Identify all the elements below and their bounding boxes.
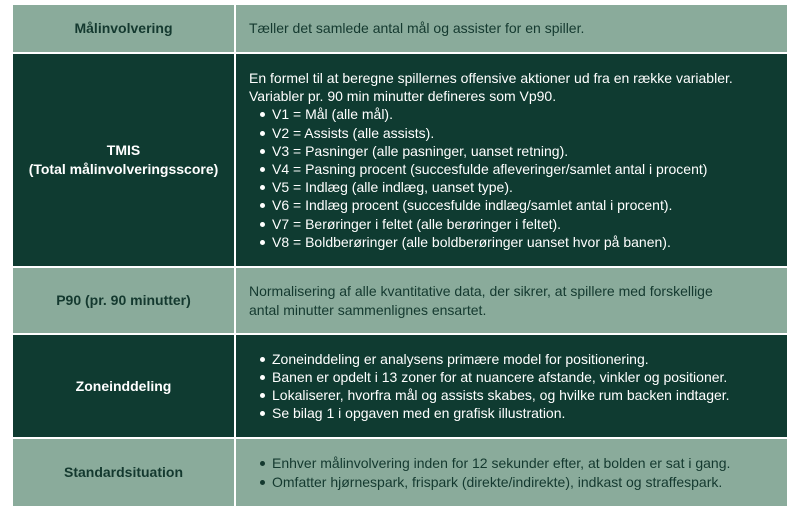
table-row-p90 (13, 268, 787, 333)
row-label-text: P90 (pr. 90 minutter) (56, 292, 191, 308)
row-description (236, 439, 787, 506)
list-item: V8 = Boldberøringer (alle boldberøringer uanset hvor på banen). (249, 233, 777, 251)
table-row-malinvolvering (13, 5, 787, 52)
definitions-table (13, 5, 787, 506)
list-item: V4 = Pasning procent (succesfulde afleveringer/samlet antal i procent) (249, 160, 777, 178)
intro-line1: En formel til at beregne spillernes offensive aktioner ud fra en række variabler. (249, 69, 733, 86)
row-description (236, 335, 787, 437)
table-row-standardsituation (13, 439, 787, 506)
row-label (13, 335, 234, 437)
description-line1: Normalisering af alle kvantitative data, der sikrer, at spillere med forskellige (249, 283, 713, 300)
row-label-text: Zoneinddeling (75, 377, 172, 394)
list-item: V5 = Indlæg (alle indlæg, uanset type). (249, 178, 777, 196)
row-label (13, 439, 234, 506)
table-row-zoneinddeling (13, 335, 787, 437)
list-item: Enhver målinvolvering inden for 12 sekunder efter, at bolden er sat i gang. (249, 454, 777, 472)
list-item: V2 = Assists (alle assists). (249, 124, 777, 142)
list-item: V6 = Indlæg procent (succesfulde indlæg/samlet antal i procent). (249, 196, 777, 214)
row-label-text: Målinvolvering (74, 20, 173, 36)
row-label (13, 268, 234, 333)
row-description (236, 268, 787, 333)
list-item: V7 = Berøringer i feltet (alle berøringer i feltet). (249, 215, 777, 233)
description-line2: antal minutter sammenlignes ensartet. (249, 301, 487, 318)
list-item: V1 = Mål (alle mål). (249, 105, 777, 123)
intro-line2: Variabler pr. 90 min minutter defineres som Vp90. (249, 88, 557, 105)
row-description (236, 54, 787, 266)
row-label (13, 54, 234, 266)
list-item: V3 = Pasninger (alle pasninger, uanset retning). (249, 142, 777, 160)
row-label-line2: (Total målinvolveringsscore) (28, 161, 219, 177)
zone-list (249, 350, 777, 423)
variable-list (249, 105, 777, 251)
row-label (13, 5, 234, 52)
list-item: Omfatter hjørnespark, frispark (direkte/indirekte), indkast og straffespark. (249, 473, 777, 491)
row-label-text: Standardsituation (63, 464, 183, 480)
description-text: Tæller det samlede antal mål og assister for en spiller. (249, 20, 585, 37)
list-item: Se bilag 1 i opgaven med en grafisk illustration. (249, 404, 777, 422)
row-description (236, 5, 787, 52)
list-item: Banen er opdelt i 13 zoner for at nuancere afstande, vinkler og positioner. (249, 368, 777, 386)
standard-list (249, 454, 777, 490)
table-row-tmis (13, 54, 787, 266)
row-label-line1: TMIS (106, 142, 141, 158)
list-item: Zoneinddeling er analysens primære model for positionering. (249, 350, 777, 368)
list-item: Lokaliserer, hvorfra mål og assists skabes, og hvilke rum backen indtager. (249, 386, 777, 404)
